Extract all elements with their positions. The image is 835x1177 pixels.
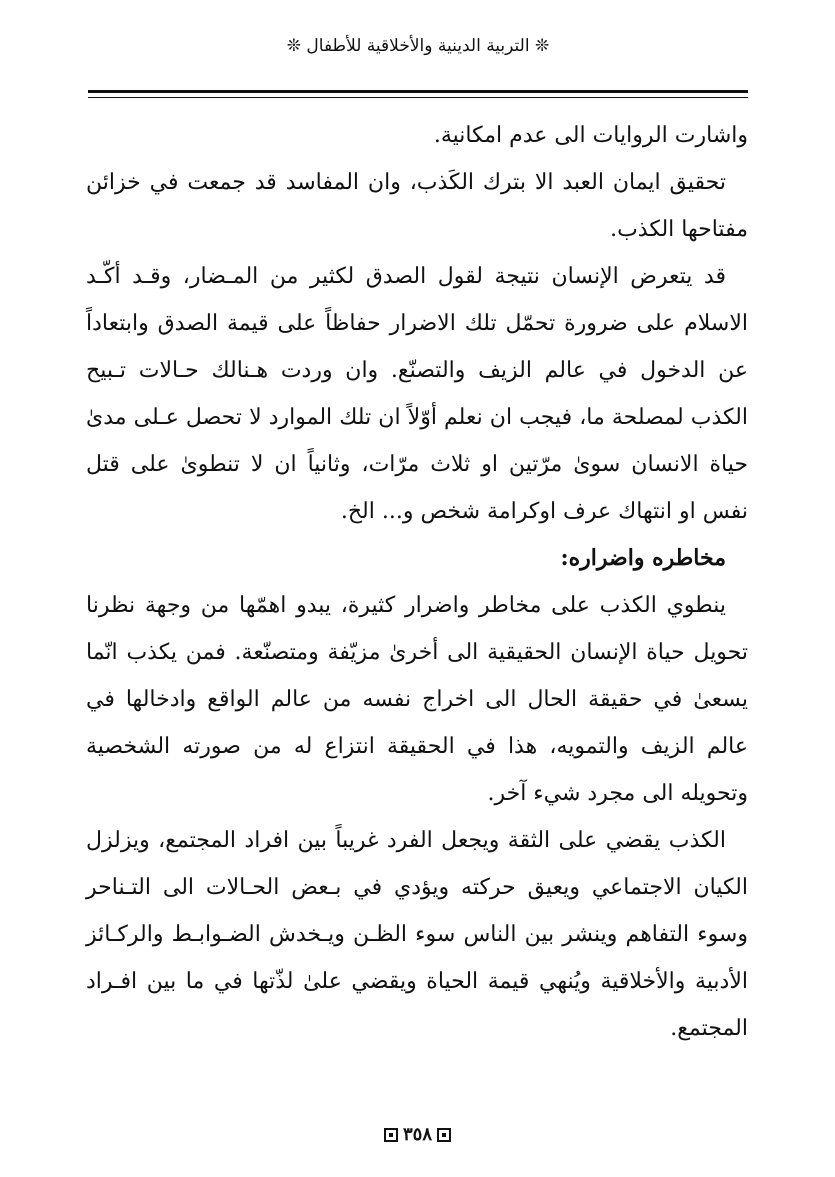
square-ornament-icon [437, 1128, 451, 1142]
header-rule-thick [88, 90, 748, 93]
paragraph-2: تحقيق ايمان العبد الا بترك الكَذب، وان المفاسد قد جمعت في خزائن مفتاحها الكذب. [86, 170, 748, 242]
paragraph-3: قد يتعرض الإنسان نتيجة لقول الصدق لكثير من المـضار، وقـد أكّـد الاسلام على ضرورة تحمّل تلك الاضرار حفاظاً على قيمة الصدق وابتعاداً عن الدخول في عالم الزيف والتصنّع. وان وردت هـنالك حـالات تـبيح الكذب لمصلحة ما، فيجب ان نعلم أوّلاً ان تلك الموارد لا تحصل عـلى مدىٰ حياة الانسان سوىٰ مرّتين او ثلاث مرّات، وثانياً ان لا تنطوىٰ على قتل نفس او انتهاك عرف اوكرامة شخص و... الخ. [86, 264, 748, 524]
body-text [86, 112, 748, 1052]
page-footer [0, 1124, 835, 1145]
paragraph-5: الكذب يقضي على الثقة ويجعل الفرد غريباً بين افراد المجتمع، ويزلزل الكيان الاجتماعي ويعيق حركته ويؤدي في بـعض الحـالات الى التـناحر وسوء التفاهم وينشر بين الناس سوء الظـن ويـخدش الضـوابـط والركـائز الأدبية والأخلاقية ويُنهي قيمة الحياة ويقضي علىٰ لذّتها في ما بين افـراد المجتمع. [86, 828, 748, 1041]
header-rule-thin [88, 97, 748, 98]
page-number: ٣٥٨ [402, 1124, 432, 1145]
section-heading: مخاطره واضراره: [560, 545, 726, 571]
running-header: ❊ التربية الدينية والأخلاقية للأطفال ❊ [286, 36, 550, 56]
paragraph-4: ينطوي الكذب على مخاطر واضرار كثيرة، يبدو اهمّها من وجهة نظرنا تحويل حياة الإنسان الحقيقية الى أخرىٰ مزيّفة ومتصنّعة. فمن يكذب انّما يسعىٰ في حقيقة الحال الى اخراج نفسه من عالم الواقع وادخالها في عالم الزيف والتمويه، هذا في الحقيقة انتزاع له من صورته الشخصية وتحويله الى مجرد شيء آخر. [86, 593, 748, 806]
paragraph-1: واشارت الروايات الى عدم امكانية. [433, 123, 748, 148]
square-ornament-icon [384, 1128, 398, 1142]
